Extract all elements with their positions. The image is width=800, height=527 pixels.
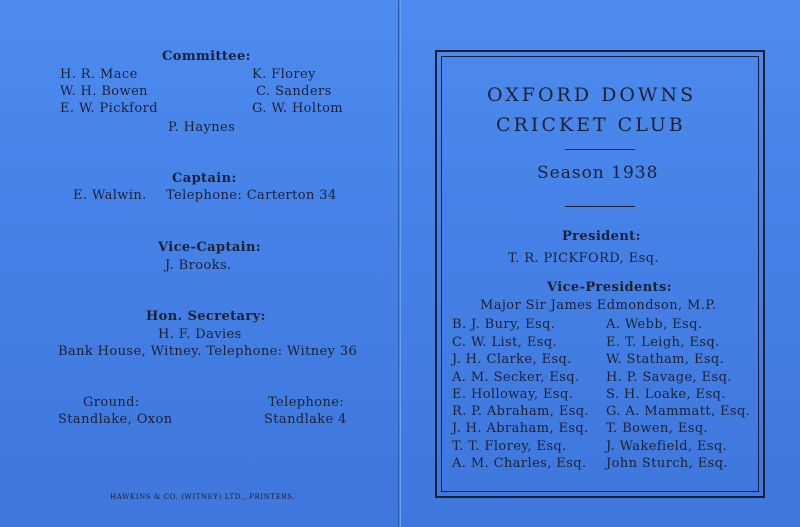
- printer-credit: HAWKINS & CO. (WITNEY) LTD., PRINTERS.: [110, 493, 296, 501]
- vice-president: W. Statham, Esq.: [606, 352, 725, 367]
- vice-president: H. P. Savage, Esq.: [606, 370, 732, 385]
- committee-member: K. Florey: [252, 67, 316, 82]
- president-name: T. R. PICKFORD, Esq.: [508, 251, 659, 266]
- telephone-value: Standlake 4: [264, 412, 347, 427]
- secretary-address: Bank House, Witney. Telephone: Witney 36: [58, 344, 358, 359]
- vice-captain-name: J. Brooks.: [165, 258, 232, 273]
- vice-president: A. M. Secker, Esq.: [452, 370, 580, 385]
- committee-heading: Committee:: [162, 49, 251, 64]
- vice-president: S. H. Loake, Esq.: [606, 387, 726, 402]
- president-heading: President:: [562, 229, 641, 244]
- vice-president: J. H. Abraham, Esq.: [452, 421, 589, 436]
- secretary-name: H. F. Davies: [158, 327, 242, 342]
- committee-member: H. R. Mace: [60, 67, 138, 82]
- club-title-line1: OXFORD DOWNS: [487, 84, 697, 106]
- vice-president: C. W. List, Esq.: [452, 335, 558, 350]
- club-title-line2: CRICKET CLUB: [496, 114, 686, 136]
- vice-president: T. T. Florey, Esq.: [452, 439, 567, 454]
- season-divider: [565, 206, 635, 207]
- vice-president: T. Bowen, Esq.: [606, 421, 709, 436]
- captain-phone: Telephone: Carterton 34: [166, 188, 337, 203]
- vice-president: E. T. Leigh, Esq.: [606, 335, 720, 350]
- captain-name: E. Walwin.: [73, 188, 147, 203]
- season-label: Season 1938: [537, 163, 659, 183]
- vice-presidents-lead: Major Sir James Edmondson, M.P.: [480, 298, 717, 313]
- vice-president: A. Webb, Esq.: [606, 317, 703, 332]
- vice-president: B. J. Bury, Esq.: [452, 317, 556, 332]
- committee-member: P. Haynes: [168, 120, 236, 135]
- vice-president: E. Holloway, Esq.: [452, 387, 574, 402]
- committee-member: G. W. Holtom: [252, 101, 344, 116]
- vice-president: J. H. Clarke, Esq.: [452, 352, 572, 367]
- vice-president: G. A. Mammatt, Esq.: [606, 404, 751, 419]
- ground-value: Standlake, Oxon: [58, 412, 173, 427]
- committee-member: C. Sanders: [256, 84, 332, 99]
- vice-president: A. M. Charles, Esq.: [452, 456, 587, 471]
- vice-presidents-heading: Vice-Presidents:: [547, 280, 672, 295]
- vice-captain-heading: Vice-Captain:: [158, 240, 262, 255]
- committee-member: W. H. Bowen: [60, 84, 148, 99]
- vice-president: J. Wakefield, Esq.: [606, 439, 728, 454]
- vice-president: R. P. Abraham, Esq.: [452, 404, 590, 419]
- committee-member: E. W. Pickford: [60, 101, 158, 116]
- title-divider: [565, 149, 635, 150]
- ground-label: Ground:: [83, 395, 140, 410]
- vice-president: John Sturch, Esq.: [606, 456, 728, 471]
- secretary-heading: Hon. Secretary:: [146, 309, 266, 324]
- telephone-label: Telephone:: [268, 395, 345, 410]
- captain-heading: Captain:: [172, 171, 237, 186]
